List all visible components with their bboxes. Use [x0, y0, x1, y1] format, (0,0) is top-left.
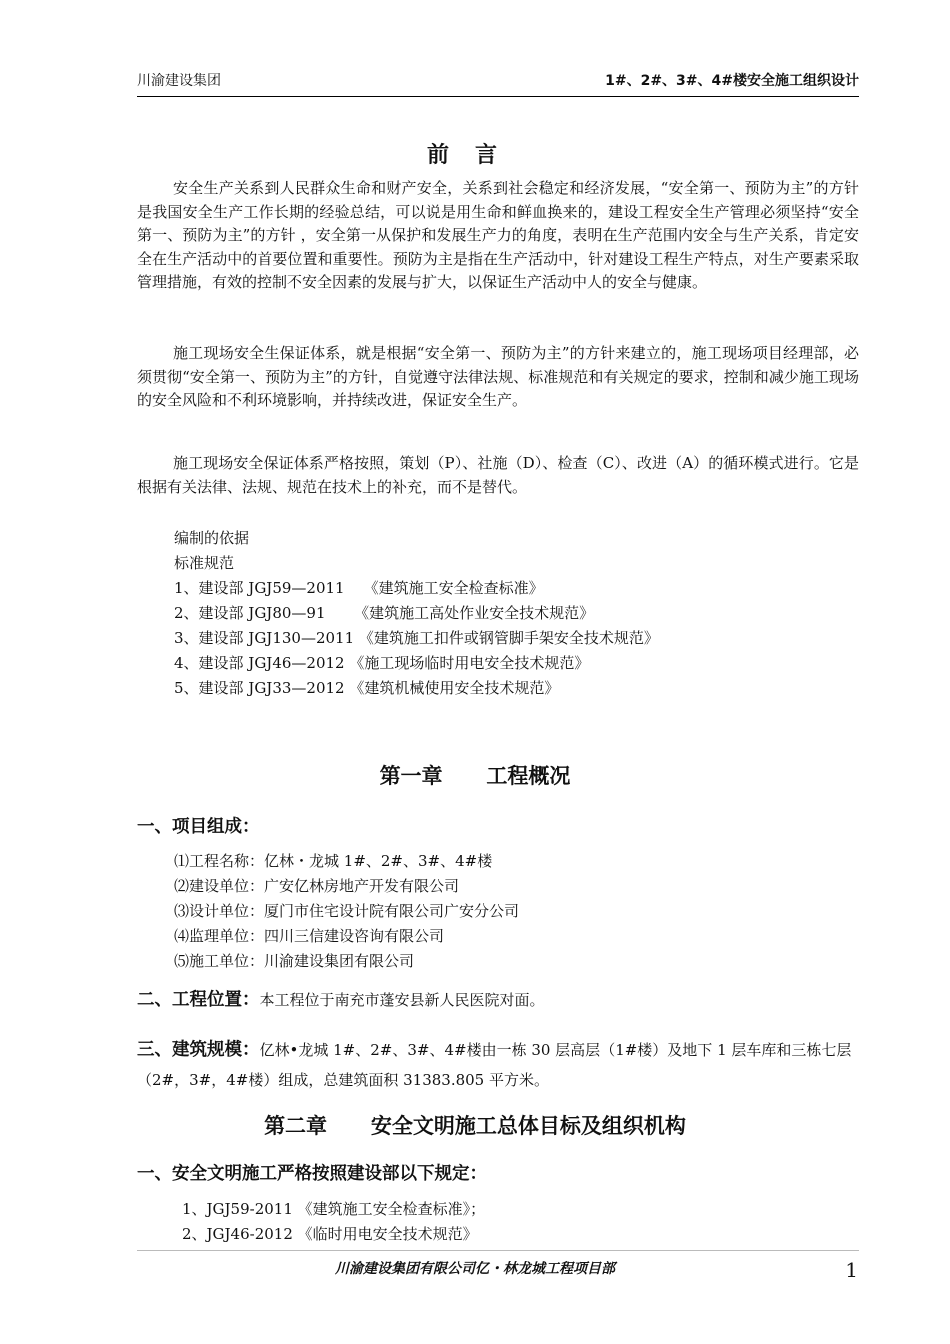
project-item: ⑷监理单位：四川三信建设咨询有限公司 [174, 927, 445, 945]
standard-item: 4、建设部 JGJ46—2012 《施工现场临时用电安全技术规范》 [174, 654, 590, 672]
section-building-scale-label: 三、建筑规模： [137, 1040, 260, 1060]
section-project-location-label: 二、工程位置： [137, 990, 260, 1010]
regulation-item: 2、JGJ46-2012 《临时用电安全技术规范》 [182, 1225, 478, 1243]
footer-divider [137, 1250, 859, 1251]
chapter-2-title: 第二章 安全文明施工总体目标及组织机构 [264, 1114, 686, 1138]
preface-paragraph-3: 施工现场安全保证体系严格按照，策划（P）、社施（D）、检查（C）、改进（A）的循环模式进行。它是根据有关法律、法规、规范在技术上的补充，而不是替代。 [137, 454, 859, 496]
project-item: ⑸施工单位：川渝建设集团有限公司 [174, 952, 415, 970]
basis-label: 编制的依据 [174, 529, 250, 547]
preface-paragraph-1: 安全生产关系到人民群众生命和财产安全，关系到社会稳定和经济发展，“安全第一、预防为主”的方针是我国安全生产工作长期的经验总结，可以说是用生命和鲜血换来的，建设工程安全生产管理必须坚持“安全第一、预防为主”的方针 ，安全第一从保护和发展生产力的角度，表明在生产范围内安全与生产关系，肯定安全在生产活动中的首要位置和重要性。预防为主是指在生产活动中，针对建设工程生产特点，对生产要素采取管理措施，有效的控制不安全因素的发展与扩大，以保证生产活动中人的安全与健康。 [137, 179, 859, 291]
standard-item: 2、建设部 JGJ80—91 《建筑施工高处作业安全技术规范》 [174, 604, 595, 622]
section-building-scale [137, 1035, 859, 1095]
standards-label: 标准规范 [174, 554, 235, 572]
project-item: ⑵建设单位：广安亿林房地产开发有限公司 [174, 877, 460, 895]
section-building-scale-text: 亿林•龙城 1#、2#、3#、4#楼由一栋 30 层高层（1#楼）及地下 1 层车库和三栋七层（2#，3#，4#楼）组成，总建筑面积 31383.805 平方米。 [137, 1041, 852, 1089]
section-project-composition: 一、项目组成： [137, 817, 260, 837]
section-project-location-text: 本工程位于南充市蓬安县新人民医院对面。 [259, 991, 545, 1009]
preface-title: 前言 [426, 143, 523, 168]
page-header [137, 66, 859, 97]
section-project-location [137, 986, 545, 1011]
standard-item: 1、建设部 JGJ59—2011 《建筑施工安全检查标准》 [174, 579, 544, 597]
chapter-1-title: 第一章 工程概况 [379, 764, 571, 788]
project-item: ⑶设计单位：厦门市住宅设计院有限公司广安分公司 [174, 902, 520, 920]
header-company: 川渝建设集团 [137, 73, 221, 89]
section-safety-regulations: 一、安全文明施工严格按照建设部以下规定： [137, 1164, 487, 1184]
page-number: 1 [845, 1258, 858, 1282]
header-doc-title: 1#、2#、3#、4#楼安全施工组织设计 [605, 73, 859, 89]
regulation-item: 1、JGJ59-2011 《建筑施工安全检查标准》； [182, 1200, 486, 1218]
standard-item: 3、建设部 JGJ130—2011 《建筑施工扣件或钢管脚手架安全技术规范》 [174, 629, 659, 647]
preface-paragraph-2: 施工现场安全生保证体系，就是根据“安全第一、预防为主”的方针来建立的，施工现场项目经理部，必须贯彻“安全第一、预防为主”的方针，自觉遵守法律法规、标准规范和有关规定的要求，控制和减少施工现场的安全风险和不利环境影响，并持续改进，保证安全生产。 [137, 344, 859, 409]
footer-company: 川渝建设集团有限公司亿・林龙城工程项目部 [335, 1261, 615, 1277]
standard-item: 5、建设部 JGJ33—2012 《建筑机械使用安全技术规范》 [174, 679, 560, 697]
project-item: ⑴工程名称：亿林・龙城 1#、2#、3#、4#楼 [174, 852, 493, 870]
